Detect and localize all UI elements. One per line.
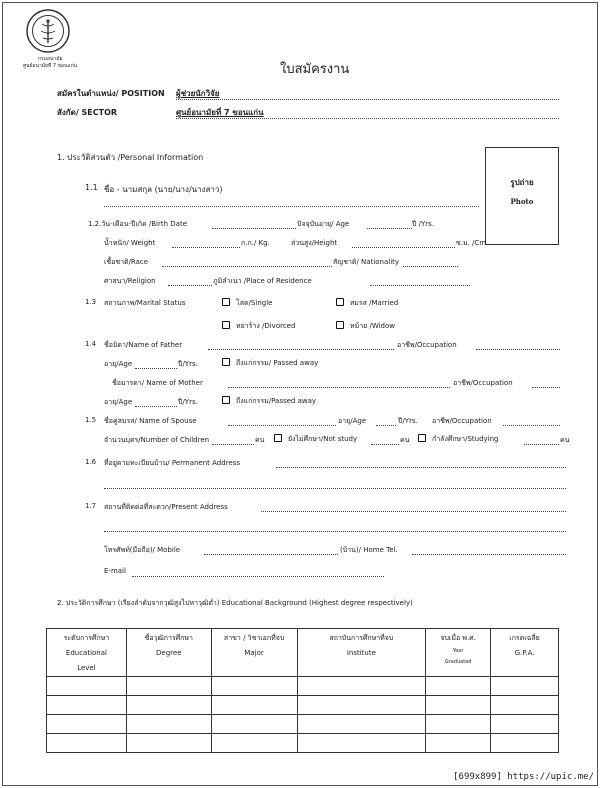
religion-label: ศาสนา/Religion — [104, 277, 156, 285]
logo-subtext-2: ศูนย์อนามัยที่ 7 ขอนแก่น — [23, 63, 78, 69]
table-cell[interactable] — [126, 696, 211, 715]
table-row — [47, 677, 559, 696]
home-tel-field[interactable] — [412, 554, 566, 555]
present-label: สถานที่ติดต่อที่สะดวก/Present Address — [104, 503, 228, 511]
col-year-graduated: จบเมื่อ พ.ศ. Year Graduated — [426, 629, 491, 677]
studying-count-field[interactable] — [524, 444, 559, 445]
marital-number: 1.3 — [85, 298, 97, 306]
sector-label: สังกัด/ SECTOR — [57, 108, 118, 117]
table-cell[interactable] — [491, 734, 559, 753]
mother-age-label: อายุ/Age — [104, 398, 133, 406]
present-number: 1.7 — [85, 502, 97, 510]
spouse-label: ชื่อคู่สมรส/ Name of Spouse — [104, 417, 197, 425]
table-cell[interactable] — [211, 715, 297, 734]
photo-label-en: Photo — [510, 197, 534, 206]
father-field[interactable] — [208, 349, 394, 350]
form-title: ใบสมัครงาน — [280, 62, 350, 77]
father-age-field[interactable] — [135, 368, 177, 369]
section2-heading: 2. ประวัติการศึกษา (เรียงลำดับจากวุฒิสูงไปหาวุฒิต่ำ) Educational Background (Highest degree respectively) — [57, 599, 413, 607]
name-field[interactable] — [104, 206, 479, 207]
education-table — [46, 628, 559, 753]
table-cell[interactable] — [47, 715, 127, 734]
table-cell[interactable] — [211, 734, 297, 753]
weight-label: น้ำหนัก/ Weight — [104, 239, 156, 247]
checkbox-icon[interactable] — [222, 298, 230, 306]
spouse-occupation-field[interactable] — [503, 425, 560, 426]
residence-field[interactable] — [370, 285, 470, 286]
studying-unit: คน — [560, 436, 570, 444]
mother-age-unit: ปี/Yrs. — [178, 398, 198, 406]
permanent-number: 1.6 — [85, 458, 97, 466]
home-tel-label: (บ้าน)/ Home Tel. — [340, 546, 398, 554]
table-cell[interactable] — [491, 677, 559, 696]
age-label: ปัจจุบันอายุ/ Age — [297, 220, 350, 228]
checkbox-icon[interactable] — [336, 298, 344, 306]
weight-unit: ก.ก./ Kg. — [241, 239, 270, 247]
nationality-label: สัญชาติ/ Nationality — [333, 258, 400, 266]
col-major: สาขา / วิชาเอกที่จบ Major — [211, 629, 297, 677]
age-unit: ปี /Yrs. — [412, 220, 435, 228]
height-field[interactable] — [352, 247, 455, 248]
age-field[interactable] — [367, 228, 412, 229]
not-study-unit: คน — [400, 436, 410, 444]
table-cell[interactable] — [426, 734, 491, 753]
marital-option-widow[interactable]: หม้าย /Widow — [336, 321, 395, 332]
father-age-unit: ปี/Yrs. — [178, 360, 198, 368]
table-cell[interactable] — [47, 734, 127, 753]
height-unit: ซ.ม. /Cm. — [456, 239, 489, 247]
mobile-label: โทรศัพท์(มือถือ)/ Mobile — [104, 546, 181, 554]
studying-option[interactable]: กำลังศึกษา/Studying — [418, 434, 499, 445]
table-cell[interactable] — [47, 696, 127, 715]
parents-number: 1.4 — [85, 340, 97, 348]
father-occupation-field[interactable] — [476, 349, 560, 350]
marital-option-married[interactable]: สมรส /Married — [336, 298, 398, 309]
table-cell[interactable] — [426, 696, 491, 715]
checkbox-icon[interactable] — [222, 321, 230, 329]
mother-field[interactable] — [228, 387, 450, 388]
mother-occupation-field[interactable] — [532, 387, 560, 388]
dob-field[interactable] — [212, 228, 296, 229]
col-gpa: เกรดเฉลี่ย G.P.A. — [491, 629, 559, 677]
email-field[interactable] — [132, 576, 384, 577]
children-unit: คน — [255, 436, 265, 444]
permanent-address-field-1[interactable] — [276, 467, 566, 468]
table-row — [47, 715, 559, 734]
table-cell[interactable] — [126, 734, 211, 753]
children-field[interactable] — [212, 444, 254, 445]
mother-label: ชื่อมารดา/ Name of Mother — [112, 379, 203, 387]
present-address-field-2[interactable] — [104, 531, 566, 532]
table-cell[interactable] — [297, 696, 426, 715]
table-cell[interactable] — [47, 677, 127, 696]
sector-value: ศูนย์อนามัยที่ 7 ขอนแก่น — [176, 108, 264, 117]
spouse-age-unit: ปี/Yrs. — [398, 417, 418, 425]
not-study-count-field[interactable] — [371, 444, 399, 445]
children-label: จำนวนบุตร/Number of Children — [104, 436, 210, 444]
name-label: ชื่อ - นามสกุล (นาย/นาง/นางสาว) — [104, 185, 223, 194]
mother-age-field[interactable] — [135, 406, 177, 407]
section1-heading: 1. ประวัติส่วนตัว /Personal Information — [57, 153, 204, 162]
mother-occupation-label: อาชีพ/Occupation — [453, 379, 513, 387]
marital-option-single[interactable]: โสด/Single — [222, 298, 272, 309]
table-cell[interactable] — [297, 715, 426, 734]
religion-field[interactable] — [168, 285, 212, 286]
table-cell[interactable] — [297, 734, 426, 753]
table-cell[interactable] — [491, 696, 559, 715]
table-cell[interactable] — [211, 677, 297, 696]
email-label: E-mail — [104, 567, 126, 575]
spouse-age-field[interactable] — [376, 425, 396, 426]
table-cell[interactable] — [426, 715, 491, 734]
photo-label-th: รูปถ่าย — [510, 178, 534, 187]
col-degree: ชื่อวุฒิการศึกษา Degree — [126, 629, 211, 677]
marital-option-divorced[interactable]: หย่าร้าง /Divorced — [222, 321, 295, 332]
mobile-field[interactable] — [204, 554, 338, 555]
father-label: ชื่อบิดา/Name of Father — [104, 341, 183, 349]
table-cell[interactable] — [126, 715, 211, 734]
ministry-seal-logo — [26, 9, 70, 53]
sector-field[interactable] — [176, 118, 559, 119]
education-header-row — [47, 629, 559, 677]
table-cell[interactable] — [426, 677, 491, 696]
checkbox-icon[interactable] — [336, 321, 344, 329]
spouse-field[interactable] — [228, 425, 336, 426]
dob-label: 1.2.วัน-เดือน-ปีเกิด /Birth Date — [88, 220, 188, 228]
position-value: ผู้ช่วยนักวิจัย — [176, 89, 220, 98]
marital-label: สถานภาพ/Marital Status — [104, 299, 186, 307]
checkbox-icon[interactable] — [274, 434, 282, 442]
nationality-field[interactable] — [403, 266, 458, 267]
spouse-occupation-label: อาชีพ/Occupation — [432, 417, 492, 425]
table-row — [47, 696, 559, 715]
mother-passed-option[interactable]: ถึงแก่กรรม/Passed away — [222, 396, 316, 407]
photo-box[interactable] — [485, 147, 559, 245]
col-institute: สถาบันการศึกษาที่จบ Institute — [297, 629, 426, 677]
table-cell[interactable] — [211, 696, 297, 715]
position-field[interactable] — [176, 99, 559, 100]
table-row — [47, 734, 559, 753]
table-cell[interactable] — [491, 715, 559, 734]
logo-subtext-1: กรมอนามัย — [38, 56, 63, 62]
table-cell[interactable] — [126, 677, 211, 696]
spouse-number: 1.5 — [85, 416, 97, 424]
not-study-option[interactable]: ยังไม่ศึกษา/Not study — [274, 434, 357, 445]
race-field[interactable] — [162, 266, 332, 267]
father-occupation-label: อาชีพ/Occupation — [397, 341, 457, 349]
weight-field[interactable] — [172, 247, 240, 248]
father-passed-option[interactable]: ถึงแก่กรรม/ Passed away — [222, 358, 318, 369]
race-label: เชื้อชาติ/Race — [104, 258, 149, 266]
col-educational-level: ระดับการศึกษา Educational Level — [47, 629, 127, 677]
name-number: 1.1 — [85, 183, 98, 192]
table-cell[interactable] — [297, 677, 426, 696]
father-age-label: อายุ/Age — [104, 360, 133, 368]
position-label: สมัครในตำแหน่ง/ POSITION — [57, 89, 165, 98]
checkbox-icon[interactable] — [222, 358, 230, 366]
permanent-address-field-2[interactable] — [104, 488, 566, 489]
present-address-field-1[interactable] — [261, 511, 566, 512]
watermark: [699x899] https://upic.me/ — [453, 772, 594, 782]
checkbox-icon[interactable] — [222, 396, 230, 404]
spouse-age-label: อายุ/Age — [338, 417, 367, 425]
height-label: ส่วนสูง/Height — [291, 239, 338, 247]
permanent-label: ที่อยู่ตามทะเบียนบ้าน/ Permanent Address — [104, 459, 241, 467]
checkbox-icon[interactable] — [418, 434, 426, 442]
residence-label: ภูมิลำเนา /Place of Residence — [213, 277, 312, 285]
